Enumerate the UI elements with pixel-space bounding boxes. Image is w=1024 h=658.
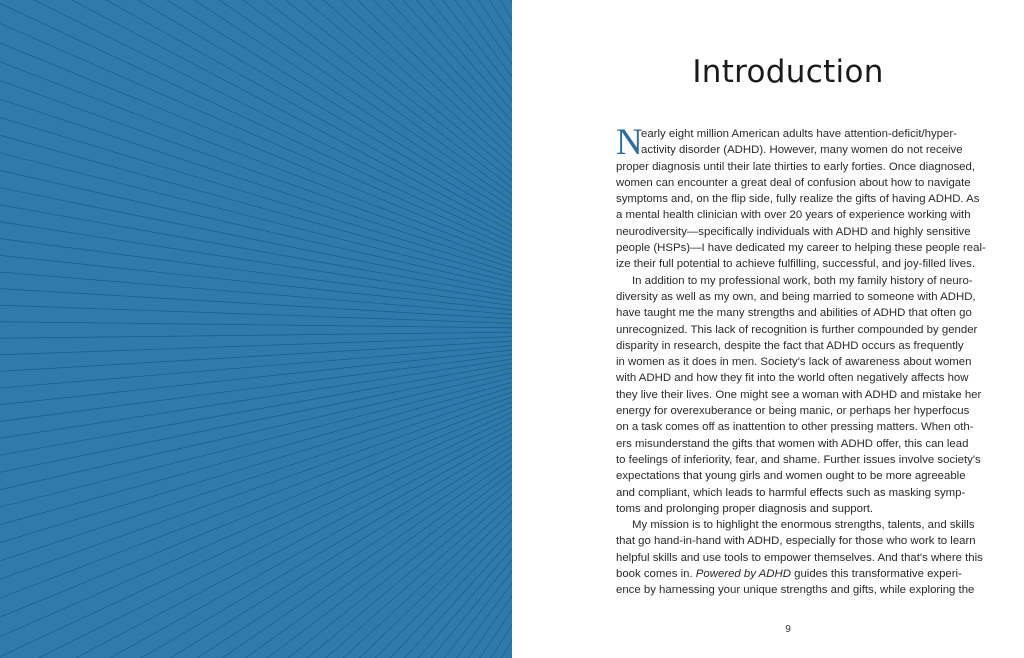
text-line: unrecognized. This lack of recognition is further compounded by gender bbox=[616, 323, 978, 336]
text-line: early eight million American adults have attention-deficit/hyper- bbox=[641, 128, 957, 140]
text-line: energy for overexuberance or being manic, or perhaps her hyperfocus bbox=[616, 405, 970, 418]
text-line: neurodiversity—specifically individuals with ADHD and highly sensitive bbox=[616, 225, 971, 238]
page-number: 9 bbox=[785, 624, 791, 635]
text-line: toms and prolonging proper diagnosis and support. bbox=[616, 502, 874, 515]
text-line: diversity as well as my own, and being married to someone with ADHD, bbox=[616, 290, 976, 303]
text-line: helpful skills and use tools to empower themselves. And that's where this bbox=[616, 551, 983, 564]
text-line: to feelings of inferiority, fear, and shame. Further issues involve society's bbox=[616, 453, 981, 466]
text-line: have taught me the many strengths and abilities of ADHD that often go bbox=[616, 307, 972, 320]
drop-cap: N bbox=[616, 122, 643, 163]
book-title: Powered by ADHD bbox=[695, 568, 791, 581]
text-line: they live their lives. One might see a woman with ADHD and mistake her bbox=[616, 388, 982, 401]
chapter-title: Introduction bbox=[692, 54, 884, 90]
text-line: proper diagnosis until their late thirties to early forties. Once diagnosed, bbox=[616, 160, 975, 173]
text-line: a mental health clinician with over 20 years of experience working with bbox=[616, 209, 971, 222]
paragraph bbox=[616, 273, 982, 517]
text-line: disparity in research, despite the fact that ADHD occurs as frequently bbox=[616, 339, 964, 352]
text-line: with ADHD and how they fit into the world often negatively affects how bbox=[616, 372, 969, 385]
text-line: on a task comes off as inattention to other pressing matters. When oth- bbox=[616, 421, 974, 434]
text-line: ence by harnessing your unique strengths and gifts, while exploring the bbox=[616, 584, 975, 597]
body-text bbox=[616, 122, 986, 599]
text-line: ize their full potential to achieve fulfilling, successful, and joy-filled lives. bbox=[616, 258, 975, 271]
text-line: people (HSPs)—I have dedicated my career to helping these people real- bbox=[616, 242, 986, 255]
paragraphs bbox=[616, 122, 986, 599]
text-line: ers misunderstand the gifts that women with ADHD offer, this can lead bbox=[616, 437, 969, 450]
text-line: and compliant, which leads to harmful effects such as masking symp- bbox=[616, 486, 966, 499]
text-line: My mission is to highlight the enormous strengths, talents, and skills bbox=[632, 519, 975, 532]
paragraph bbox=[616, 122, 986, 273]
text-line: in women as it does in men. Society's lack of awareness about women bbox=[616, 356, 972, 369]
text-line: In addition to my professional work, both my family history of neuro- bbox=[632, 274, 973, 287]
paragraph bbox=[616, 517, 983, 598]
text-line: book comes in. Powered by ADHD guides this transformative experi- bbox=[616, 568, 962, 581]
text-line: women can encounter a great deal of confusion about how to navigate bbox=[616, 176, 971, 189]
text-line: that go hand-in-hand with ADHD, especially for those who work to learn bbox=[616, 535, 976, 548]
text-line: activity disorder (ADHD). However, many women do not receive bbox=[641, 144, 963, 157]
text-line: symptoms and, on the flip side, fully realize the gifts of having ADHD. As bbox=[616, 193, 980, 206]
text-line: expectations that young girls and women ought to be more agreeable bbox=[616, 470, 966, 483]
